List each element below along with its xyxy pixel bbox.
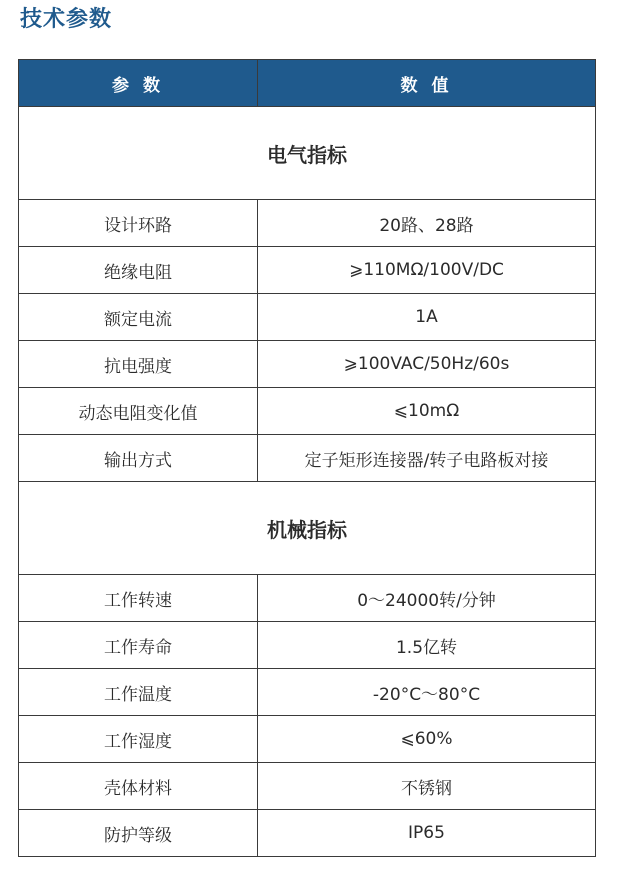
section-title: 电气指标: [19, 107, 596, 200]
value-cell: -20°C～80°C: [258, 669, 596, 716]
table-row: [19, 763, 596, 810]
page-title: 技术参数: [20, 7, 113, 32]
table-row: [19, 247, 596, 294]
value-cell: 0～24000转/分钟: [258, 575, 596, 622]
param-cell: 额定电流: [19, 294, 258, 341]
value-cell: ⩽10mΩ: [258, 388, 596, 435]
param-cell: 防护等级: [19, 810, 258, 857]
param-cell: 壳体材料: [19, 763, 258, 810]
table-row: [19, 669, 596, 716]
param-cell: 工作湿度: [19, 716, 258, 763]
param-cell: 工作寿命: [19, 622, 258, 669]
table-row: [19, 294, 596, 341]
header-param: 参 数: [19, 60, 258, 107]
param-cell: 工作转速: [19, 575, 258, 622]
value-cell: ⩽60%: [258, 716, 596, 763]
value-cell: 1.5亿转: [258, 622, 596, 669]
table-row: [19, 388, 596, 435]
param-cell: 抗电强度: [19, 341, 258, 388]
param-cell: 设计环路: [19, 200, 258, 247]
param-cell: 动态电阻变化值: [19, 388, 258, 435]
table-row: [19, 435, 596, 482]
header-value: 数 值: [258, 60, 596, 107]
value-cell: 定子矩形连接器/转子电路板对接: [258, 435, 596, 482]
table-row: [19, 575, 596, 622]
param-cell: 工作温度: [19, 669, 258, 716]
table-row: [19, 810, 596, 857]
section-row-electrical: [19, 107, 596, 200]
section-row-mechanical: [19, 482, 596, 575]
value-cell: 20路、28路: [258, 200, 596, 247]
value-cell: 不锈钢: [258, 763, 596, 810]
section-title: 机械指标: [19, 482, 596, 575]
param-cell: 绝缘电阻: [19, 247, 258, 294]
table-header-row: [19, 60, 596, 107]
table-row: [19, 622, 596, 669]
value-cell: ⩾110MΩ/100V/DC: [258, 247, 596, 294]
spec-table: [18, 59, 596, 857]
table-row: [19, 200, 596, 247]
table-row: [19, 716, 596, 763]
param-cell: 输出方式: [19, 435, 258, 482]
value-cell: 1A: [258, 294, 596, 341]
value-cell: IP65: [258, 810, 596, 857]
table-row: [19, 341, 596, 388]
value-cell: ⩾100VAC/50Hz/60s: [258, 341, 596, 388]
